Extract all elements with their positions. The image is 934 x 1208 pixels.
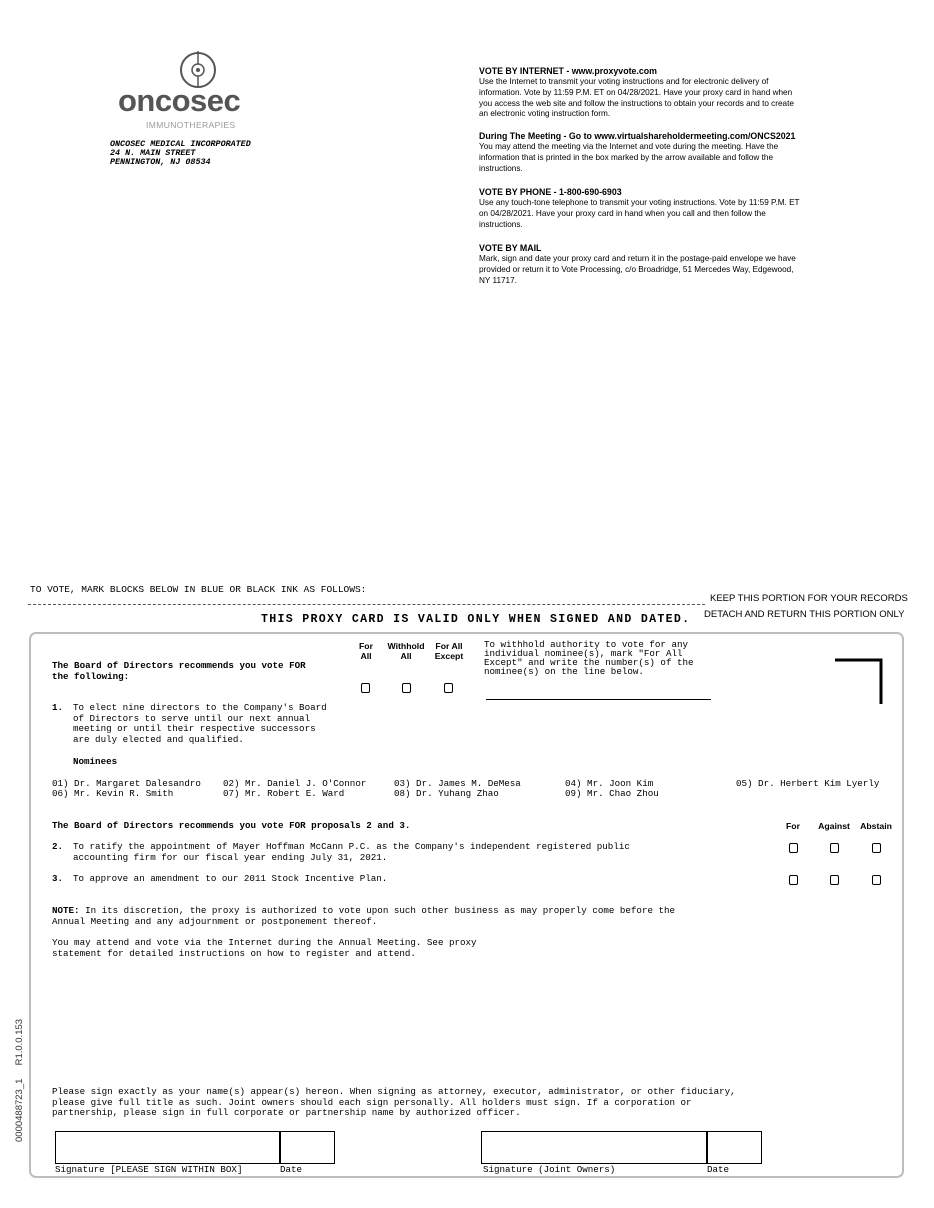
- item-1-number: 1.: [52, 702, 64, 713]
- vote-text-line: information. Vote by 11:59 P.M. ET on 04/28/2021. Have your proxy card in hand when: [479, 87, 793, 97]
- nominee: 05) Dr. Herbert Kim Lyerly: [736, 778, 880, 789]
- sign-instructions: [52, 1087, 736, 1119]
- note-text: In its discretion, the proxy is authorized to vote upon such other business as may properly come before the: [79, 905, 676, 916]
- instruction-line: Except" and write the number(s) of the: [484, 657, 694, 668]
- col-for-all-except: [431, 641, 467, 661]
- instruction-line: To withhold authority to vote for any: [484, 639, 688, 650]
- item-line: are duly elected and qualified.: [73, 733, 244, 745]
- joint-signature-box[interactable]: [481, 1131, 708, 1164]
- vote-meeting: [479, 131, 847, 174]
- item-line: accounting firm for our fiscal year ending July 31, 2021.: [73, 851, 388, 863]
- proposal-3-for-checkbox[interactable]: [789, 875, 798, 885]
- proposal-2-abstain-checkbox[interactable]: [872, 843, 881, 853]
- logo-subtitle: IMMUNOTHERAPIES: [146, 120, 236, 130]
- vote-text-line: You may attend the meeting via the Internet and vote during the meeting. Have the: [479, 142, 779, 151]
- attend-line: You may attend and vote via the Internet during the Annual Meeting. See proxy: [52, 937, 477, 948]
- item-line: meeting or until their respective successors: [73, 723, 316, 734]
- joint-date-label: Date: [707, 1164, 730, 1175]
- col-label: For All: [435, 641, 463, 651]
- col-label: All: [400, 651, 412, 661]
- vote-text-line: information that is printed in the box marked by the arrow available and follow the: [479, 152, 774, 162]
- logo-wordmark: oncosec: [118, 83, 241, 118]
- registration-mark-icon: [834, 658, 884, 706]
- vote-text-line: Use any touch-tone telephone to transmit your voting instructions. Vote by 11:59 P.M. ET: [479, 198, 800, 207]
- note: [52, 906, 675, 927]
- item-2-number: 2.: [52, 841, 64, 852]
- col-withhold-all: [384, 641, 428, 661]
- vote-internet: [479, 66, 847, 120]
- vote-mail: [479, 243, 847, 286]
- vote-internet-heading: VOTE BY INTERNET - www.proxyvote.com: [479, 66, 657, 76]
- sign-line: please give full title as such. Joint owners should each sign personally. All holders must sign. If a corporation or: [52, 1096, 692, 1108]
- detach-line: [28, 604, 705, 605]
- vote-text-line: Use the Internet to transmit your voting instructions and for electronic delivery of: [479, 77, 769, 86]
- vote-meeting-heading: During The Meeting - Go to www.virtualshareholdermeeting.com/ONCS2021: [479, 131, 796, 141]
- company-address: [110, 140, 251, 168]
- vote-phone: [479, 187, 847, 230]
- vote-text-line: instructions.: [479, 163, 523, 173]
- vote-text-line: provided or return it to Vote Processing, c/o Broadridge, 51 Mercedes Way, Edgewood,: [479, 264, 794, 274]
- note-line: [52, 906, 675, 917]
- col-for: For: [786, 821, 800, 831]
- attend-notice: [52, 938, 477, 959]
- note-line: Annual Meeting and any adjournment or postponement thereof.: [52, 915, 378, 927]
- item-3-number: 3.: [52, 873, 64, 884]
- address-line: ONCOSEC MEDICAL INCORPORATED: [110, 139, 251, 149]
- proposal-2-against-checkbox[interactable]: [830, 843, 839, 853]
- vote-text-line: you access the web site and follow the instructions to obtain your records and to create: [479, 98, 794, 108]
- recommend-line: the following:: [52, 670, 130, 682]
- withhold-instructions: [484, 640, 694, 676]
- side-document-code: 0000488723_1 R1.0.0.153: [14, 1018, 25, 1142]
- joint-date-box[interactable]: [706, 1131, 762, 1164]
- item-line: To ratify the appointment of Mayer Hoffman McCann P.C. as the Company's independent registered public: [73, 841, 630, 852]
- proposal-3-abstain-checkbox[interactable]: [872, 875, 881, 885]
- item-line: To elect nine directors to the Company's Board: [73, 702, 327, 713]
- nominee: 07) Mr. Robert E. Ward: [223, 788, 345, 799]
- valid-notice: THIS PROXY CARD IS VALID ONLY WHEN SIGNED AND DATED.: [261, 613, 691, 626]
- recommend-line: The Board of Directors recommends you vote FOR: [52, 660, 306, 671]
- vote-text-line: on 04/28/2021. Have your proxy card in hand when you call and then follow the: [479, 208, 766, 218]
- vote-text-line: an electronic voting instruction form.: [479, 109, 611, 119]
- col-abstain: Abstain: [860, 821, 892, 831]
- directors-recommendation: [52, 661, 306, 682]
- date-label: Date: [280, 1164, 303, 1175]
- nominees-label: Nominees: [73, 756, 118, 767]
- sign-line: Please sign exactly as your name(s) appear(s) hereon. When signing as attorney, executor, administrator, or other fiduciary,: [52, 1086, 736, 1097]
- proposal-3-against-checkbox[interactable]: [830, 875, 839, 885]
- nominee: 08) Dr. Yuhang Zhao: [394, 788, 499, 799]
- nominee: 04) Mr. Joon Kim: [565, 778, 654, 789]
- vote-text-line: instructions.: [479, 219, 523, 229]
- proposal-2-for-checkbox[interactable]: [789, 843, 798, 853]
- item-3-text: To approve an amendment to our 2011 Stock Incentive Plan.: [73, 873, 388, 884]
- vote-text-line: NY 11717.: [479, 275, 517, 285]
- nominee: 02) Mr. Daniel J. O'Connor: [223, 778, 367, 789]
- detach-portion-label: DETACH AND RETURN THIS PORTION ONLY: [704, 609, 905, 620]
- address-line: PENNINGTON, NJ 08534: [110, 157, 211, 168]
- proposals-recommendation: The Board of Directors recommends you vote FOR proposals 2 and 3.: [52, 820, 411, 831]
- nominee: 06) Mr. Kevin R. Smith: [52, 788, 174, 799]
- joint-signature-label: Signature (Joint Owners): [483, 1164, 616, 1175]
- vote-mail-heading: VOTE BY MAIL: [479, 243, 542, 253]
- date-box[interactable]: [279, 1131, 335, 1164]
- ink-instructions: TO VOTE, MARK BLOCKS BELOW IN BLUE OR BLACK INK AS FOLLOWS:: [30, 584, 367, 595]
- col-for-all: [352, 641, 380, 661]
- instruction-line: nominee(s) on the line below.: [484, 666, 644, 677]
- address-line: 24 N. MAIN STREET: [110, 148, 196, 159]
- signature-box[interactable]: [55, 1131, 281, 1164]
- signature-label: Signature [PLEASE SIGN WITHIN BOX]: [55, 1164, 243, 1175]
- sign-line: partnership, please sign in full corporate or partnership name by authorized officer.: [52, 1107, 521, 1118]
- attend-line: statement for detailed instructions on how to register and attend.: [52, 947, 416, 959]
- nominee: 03) Dr. James M. DeMesa: [394, 778, 521, 789]
- col-against: Against: [818, 821, 850, 831]
- col-label: For: [359, 641, 373, 651]
- col-label: Withhold: [387, 641, 425, 651]
- vote-text-line: Mark, sign and date your proxy card and return it in the postage-paid envelope we have: [479, 254, 796, 263]
- col-label: Except: [434, 651, 464, 661]
- withhold-all-checkbox[interactable]: [402, 683, 411, 693]
- item-1-text: [73, 703, 327, 745]
- for-all-except-checkbox[interactable]: [444, 683, 453, 693]
- nominee: 01) Dr. Margaret Dalesandro: [52, 778, 201, 789]
- item-2-text: [73, 842, 630, 863]
- item-line: of Directors to serve until our next annual: [73, 712, 311, 724]
- note-label: NOTE:: [52, 905, 80, 916]
- except-nominee-line[interactable]: [486, 699, 711, 700]
- keep-portion-label: KEEP THIS PORTION FOR YOUR RECORDS: [710, 593, 908, 604]
- for-all-checkbox[interactable]: [361, 683, 370, 693]
- vote-phone-heading: VOTE BY PHONE - 1-800-690-6903: [479, 187, 622, 197]
- nominee: 09) Mr. Chao Zhou: [565, 788, 659, 799]
- col-label: All: [360, 651, 372, 661]
- instruction-line: individual nominee(s), mark "For All: [484, 648, 683, 659]
